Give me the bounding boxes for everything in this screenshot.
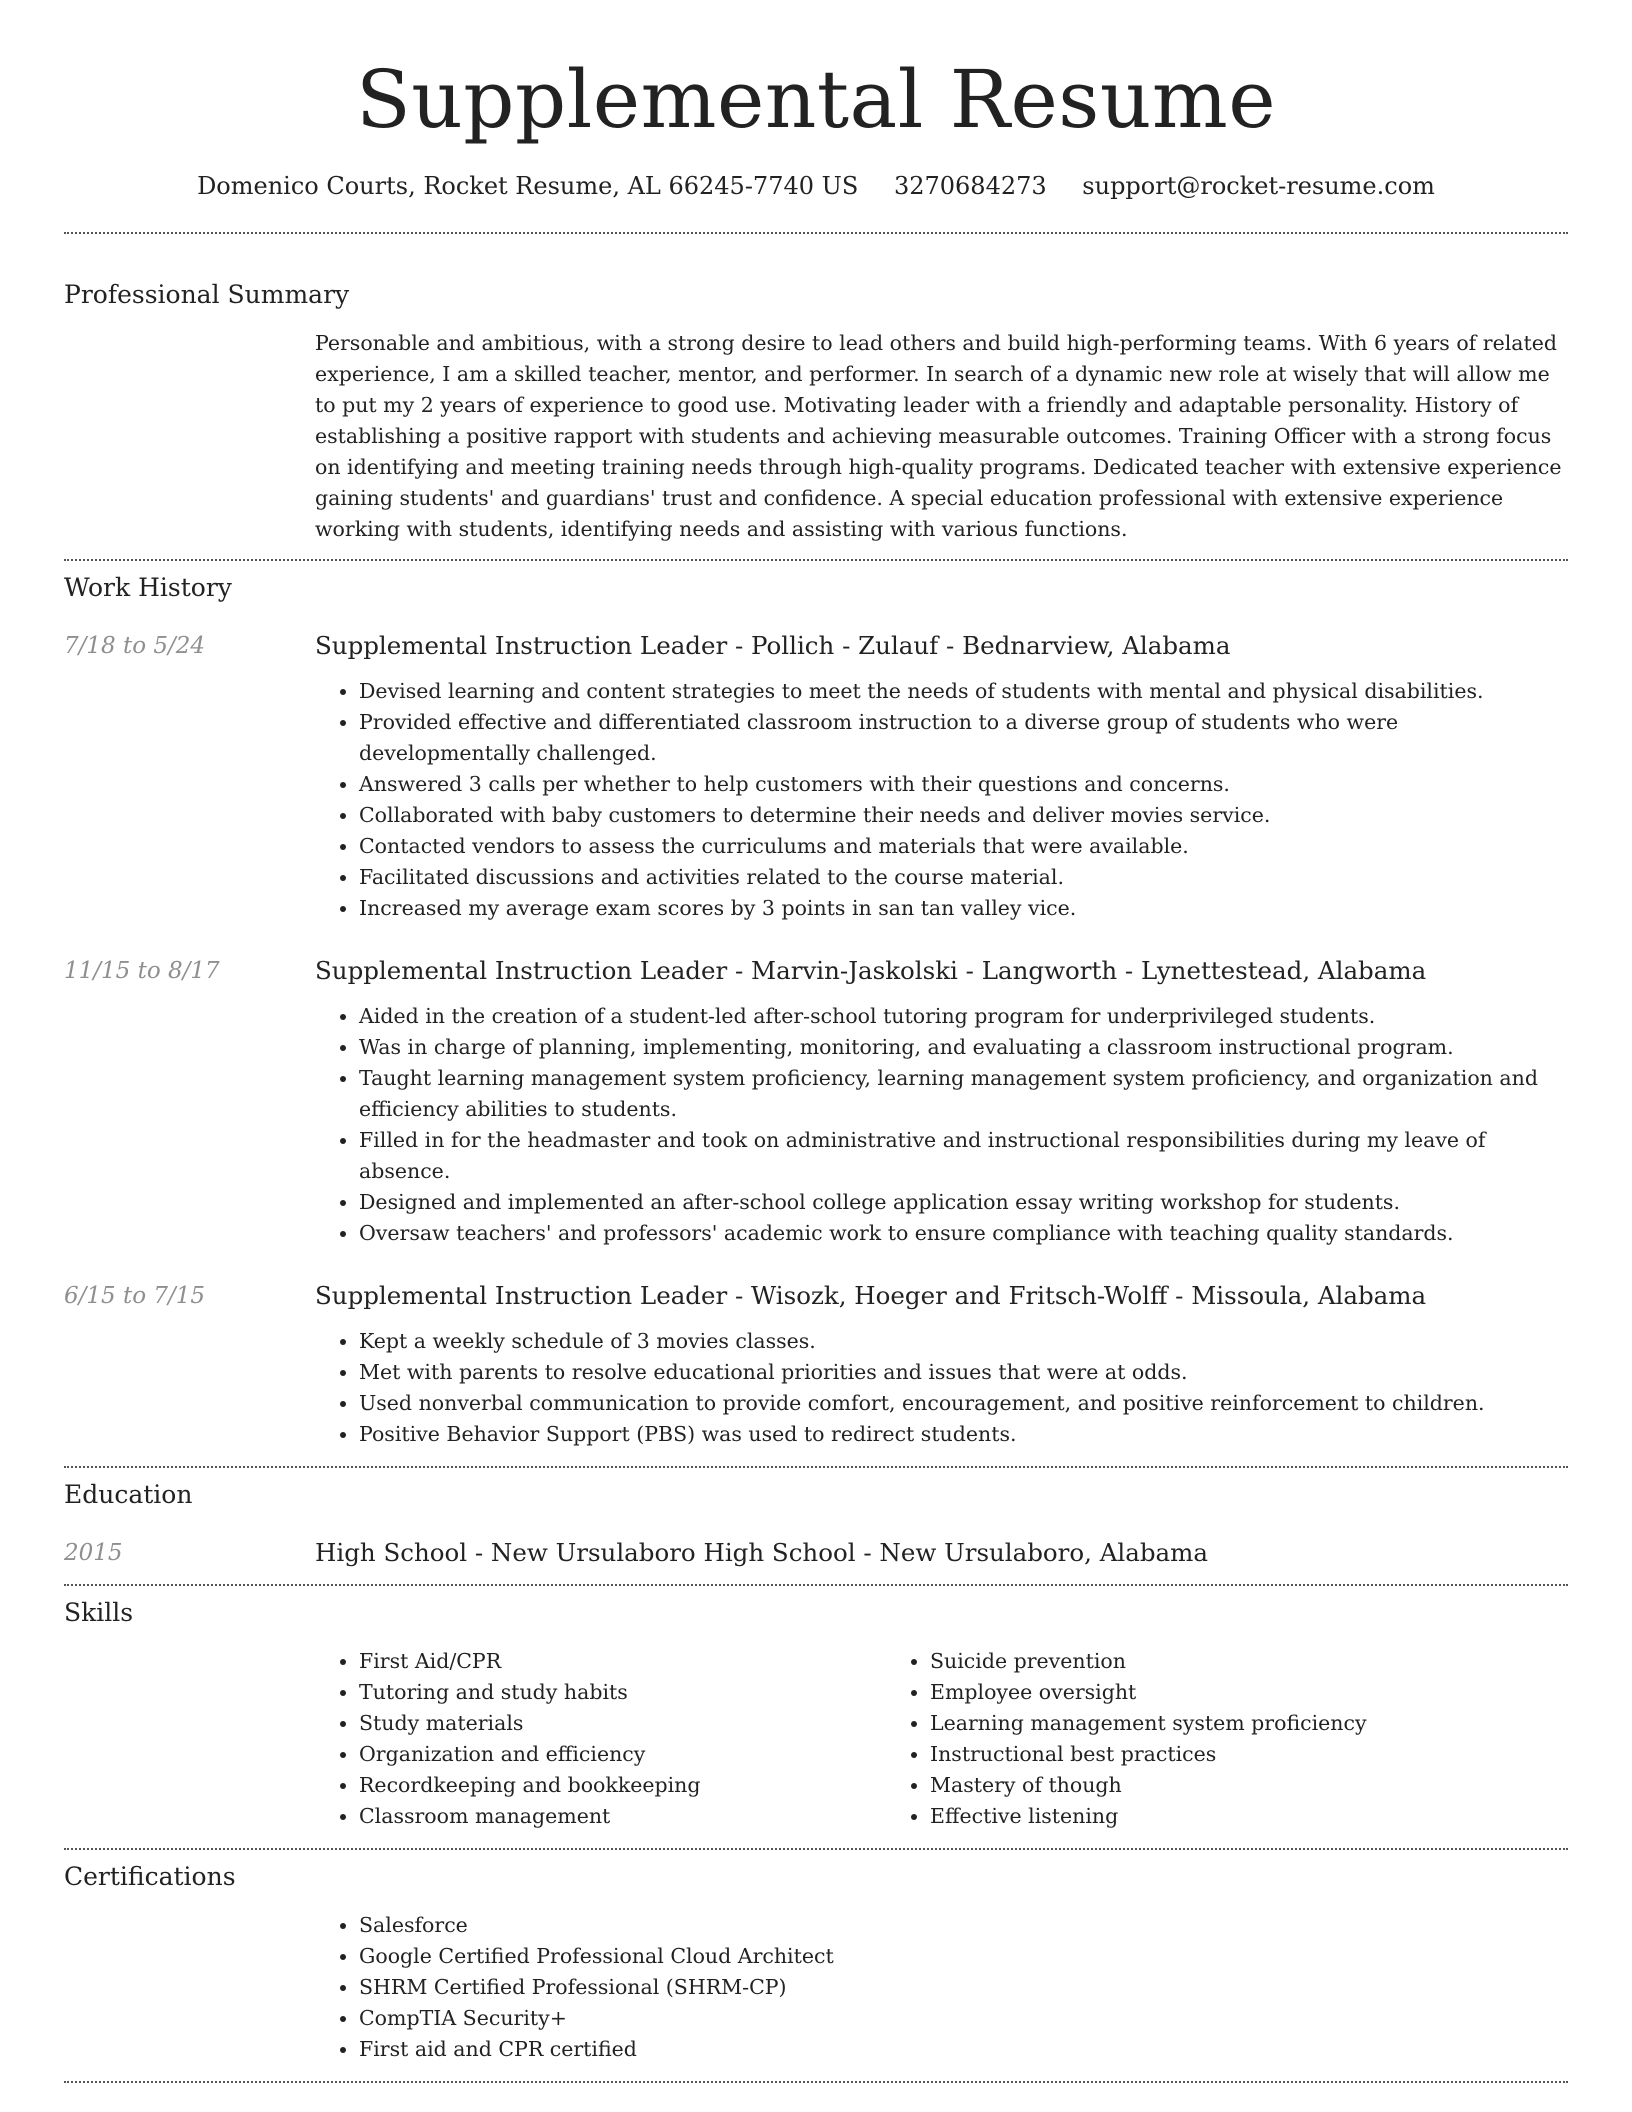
skill-item: • Instructional best practices — [930, 1739, 1457, 1770]
work-history-section — [64, 561, 1568, 1450]
education-heading: Education — [64, 1480, 193, 1509]
job-bullet: • Aided in the creation of a student-led after-school tutoring program for underprivileged students. — [359, 1001, 1568, 1032]
job-bullets — [315, 676, 1568, 924]
contact-line — [64, 170, 1568, 202]
job-bullet: • Taught learning management system proficiency, learning management system proficiency, and organization and efficiency abilities to students. — [359, 1063, 1568, 1125]
job-entry — [64, 954, 1568, 1249]
job-dates: 7/18 to 5/24 — [64, 633, 206, 659]
job-bullet: • Facilitated discussions and activities related to the course material. — [359, 862, 1568, 893]
skill-item: • Recordkeeping and bookkeeping — [359, 1770, 886, 1801]
job-heading: Supplemental Instruction Leader - Pollich - Zulauf - Bednarview, Alabama — [315, 631, 1231, 660]
job-dates: 11/15 to 8/17 — [64, 958, 220, 984]
job-bullet: • Oversaw teachers' and professors' academic work to ensure compliance with teaching quality standards. — [359, 1218, 1568, 1249]
education-heading-line: High School - New Ursulaboro High School - New Ursulaboro, Alabama — [315, 1538, 1208, 1567]
skills-heading: Skills — [64, 1598, 134, 1627]
skill-item: • First Aid/CPR — [359, 1646, 886, 1677]
job-dates: 6/15 to 7/15 — [64, 1283, 206, 1309]
job-bullets — [315, 1001, 1568, 1249]
job-bullet: • Answered 3 calls per whether to help customers with their questions and concerns. — [359, 769, 1568, 800]
job-bullet: • Devised learning and content strategies to meet the needs of students with mental and physical disabilities. — [359, 676, 1568, 707]
job-heading: Supplemental Instruction Leader - Wisozk, Hoeger and Fritsch-Wolff - Missoula, Alabama — [315, 1281, 1427, 1310]
certification-item: • Google Certified Professional Cloud Architect — [359, 1941, 1568, 1972]
resume-title: Supplemental Resume — [355, 53, 1277, 146]
education-entry — [64, 1536, 1568, 1584]
certification-item: • First aid and CPR certified — [359, 2034, 1568, 2065]
summary-section — [64, 234, 1568, 545]
skills-column-1 — [315, 1646, 886, 1832]
skills-section — [64, 1586, 1568, 1848]
contact-email: support@rocket-resume.com — [1082, 172, 1435, 200]
skill-item: • Suicide prevention — [930, 1646, 1457, 1677]
skills-column-2 — [886, 1646, 1457, 1832]
job-bullet: • Kept a weekly schedule of 3 movies classes. — [359, 1326, 1568, 1357]
job-heading: Supplemental Instruction Leader - Marvin-Jaskolski - Langworth - Lynettestead, Alabama — [315, 956, 1427, 985]
skill-item: • Effective listening — [930, 1801, 1457, 1832]
job-bullet: • Provided effective and differentiated classroom instruction to a diverse group of students who were developmentally challenged. — [359, 707, 1568, 769]
contact-phone: 3270684273 — [893, 172, 1047, 200]
skill-item: • Classroom management — [359, 1801, 886, 1832]
certifications-heading: Certifications — [64, 1862, 236, 1891]
job-entry — [64, 629, 1568, 924]
skill-item: • Organization and efficiency — [359, 1739, 886, 1770]
resume-page — [64, 0, 1568, 2083]
skill-item: • Employee oversight — [930, 1677, 1457, 1708]
skill-item: • Learning management system proficiency — [930, 1708, 1457, 1739]
certification-item: • CompTIA Security+ — [359, 2003, 1568, 2034]
job-bullet: • Contacted vendors to assess the curriculums and materials that were available. — [359, 831, 1568, 862]
certifications-section — [64, 1850, 1568, 2081]
summary-heading: Professional Summary — [64, 280, 350, 309]
skill-item: • Study materials — [359, 1708, 886, 1739]
job-bullet: • Met with parents to resolve educational priorities and issues that were at odds. — [359, 1357, 1568, 1388]
section-divider — [64, 2081, 1568, 2083]
skill-item: • Tutoring and study habits — [359, 1677, 886, 1708]
certification-item: • Salesforce — [359, 1910, 1568, 1941]
job-bullet: • Designed and implemented an after-school college application essay writing workshop for students. — [359, 1187, 1568, 1218]
skills-columns — [315, 1646, 1568, 1848]
work-history-heading: Work History — [64, 573, 232, 602]
job-bullet: • Increased my average exam scores by 3 points in san tan valley vice. — [359, 893, 1568, 924]
skill-item: • Mastery of though — [930, 1770, 1457, 1801]
education-section — [64, 1468, 1568, 1584]
job-bullet: • Collaborated with baby customers to determine their needs and deliver movies service. — [359, 800, 1568, 831]
job-bullet: • Filled in for the headmaster and took on administrative and instructional responsibilities during my leave of absence. — [359, 1125, 1568, 1187]
job-bullets — [315, 1326, 1568, 1450]
job-bullet: • Positive Behavior Support (PBS) was used to redirect students. — [359, 1419, 1568, 1450]
certification-item: • SHRM Certified Professional (SHRM-CP) — [359, 1972, 1568, 2003]
contact-address: Domenico Courts, Rocket Resume, AL 66245-7740 US — [197, 172, 859, 200]
job-entry — [64, 1279, 1568, 1450]
certifications-list — [315, 1910, 1568, 2081]
summary-text: Personable and ambitious, with a strong desire to lead others and build high-performing teams. With 6 years of related experience, I am a skilled teacher, mentor, and performer. In search of a dynamic new role at wisely that will allow me to put my 2 years of experience to good use. Motivating leader with a friendly and adaptable personality. History of establishing a positive rapport with students and achieving measurable outcomes. Training Officer with a strong focus on identifying and meeting training needs through high-quality programs. Dedicated teacher with extensive experience gaining students' and guardians' trust and confidence. A special education professional with extensive experience working with students, identifying needs and assisting with various functions. — [315, 331, 1562, 541]
education-year: 2015 — [64, 1540, 123, 1566]
job-bullet: • Was in charge of planning, implementing, monitoring, and evaluating a classroom instructional program. — [359, 1032, 1568, 1063]
job-bullet: • Used nonverbal communication to provide comfort, encouragement, and positive reinforcement to children. — [359, 1388, 1568, 1419]
